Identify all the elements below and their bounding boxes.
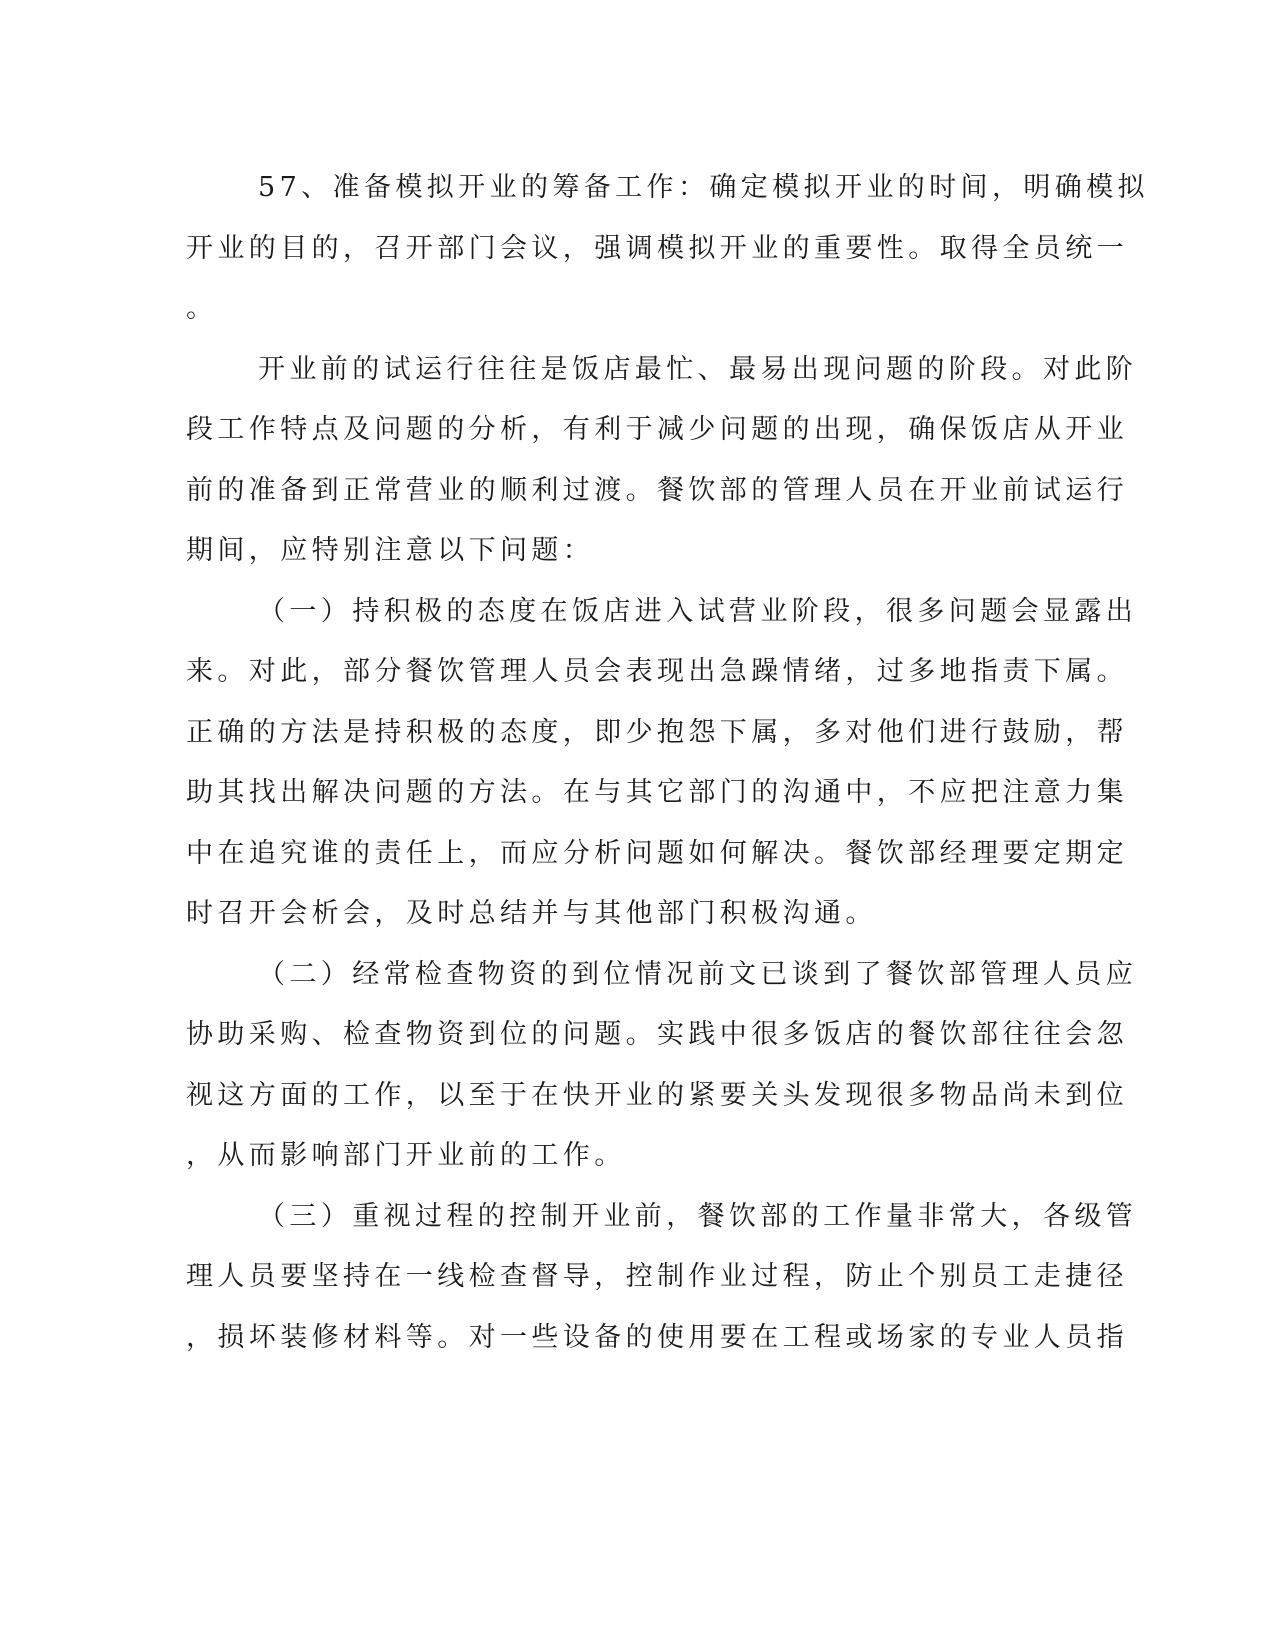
paragraph-1 — [186, 158, 1149, 340]
text-line: （一）持积极的态度在饭店进入试营业阶段，很多问题会显露出 — [258, 595, 1138, 627]
text-line: 来。对此，部分餐饮管理人员会表现出急躁情绪，过多地指责下属。 — [186, 656, 1128, 687]
text-line: 。 — [186, 293, 218, 324]
text-line: 开业的目的，召开部门会议，强调模拟开业的重要性。取得全员统一 — [186, 232, 1128, 264]
text-line: 正确的方法是持积极的态度，即少抱怨下属，多对他们进行鼓励，帮 — [186, 716, 1128, 748]
paragraph-4 — [186, 945, 1138, 1187]
text-line: 中在追究谁的责任上，而应分析问题如何解决。餐饮部经理要定期定 — [186, 837, 1128, 869]
text-line: 时召开会析会，及时总结并与其他部门积极沟通。 — [186, 898, 877, 929]
text-line: ，损坏装修材料等。对一些设备的使用要在工程或场家的专业人员指 — [186, 1321, 1128, 1353]
text-line: 段工作特点及问题的分析，有利于减少问题的出现，确保饭店从开业 — [186, 414, 1128, 445]
text-line: （三）重视过程的控制开业前，餐饮部的工作量非常大，各级管 — [258, 1200, 1138, 1232]
text-line: 协助采购、检查物资到位的问题。实践中很多饭店的餐饮部往往会忽 — [186, 1019, 1128, 1050]
text-line: 视这方面的工作，以至于在快开业的紧要关头发现很多物品尚未到位 — [186, 1079, 1128, 1111]
text-line: 助其找出解决问题的方法。在与其它部门的沟通中，不应把注意力集 — [186, 777, 1128, 808]
text-line: 理人员要坚持在一线检查督导，控制作业过程，防止个别员工走捷径 — [186, 1261, 1128, 1292]
paragraph-3 — [186, 582, 1138, 945]
document-body — [186, 158, 1149, 1368]
text-line: ，从而影响部门开业前的工作。 — [186, 1140, 626, 1171]
text-line: 期间，应特别注意以下问题： — [186, 535, 595, 566]
text-line: （二）经常检查物资的到位情况前文已谈到了餐饮部管理人员应 — [258, 958, 1138, 990]
text-line: 前的准备到正常营业的顺利过渡。餐饮部的管理人员在开业前试运行 — [186, 474, 1128, 506]
paragraph-2 — [186, 340, 1138, 582]
text-line: 开业前的试运行往往是饭店最忙、最易出现问题的阶段。对此阶 — [258, 353, 1138, 385]
text-line: 57、准备模拟开业的筹备工作：确定模拟开业的时间，明确模拟 — [258, 172, 1149, 203]
paragraph-5 — [186, 1187, 1138, 1369]
